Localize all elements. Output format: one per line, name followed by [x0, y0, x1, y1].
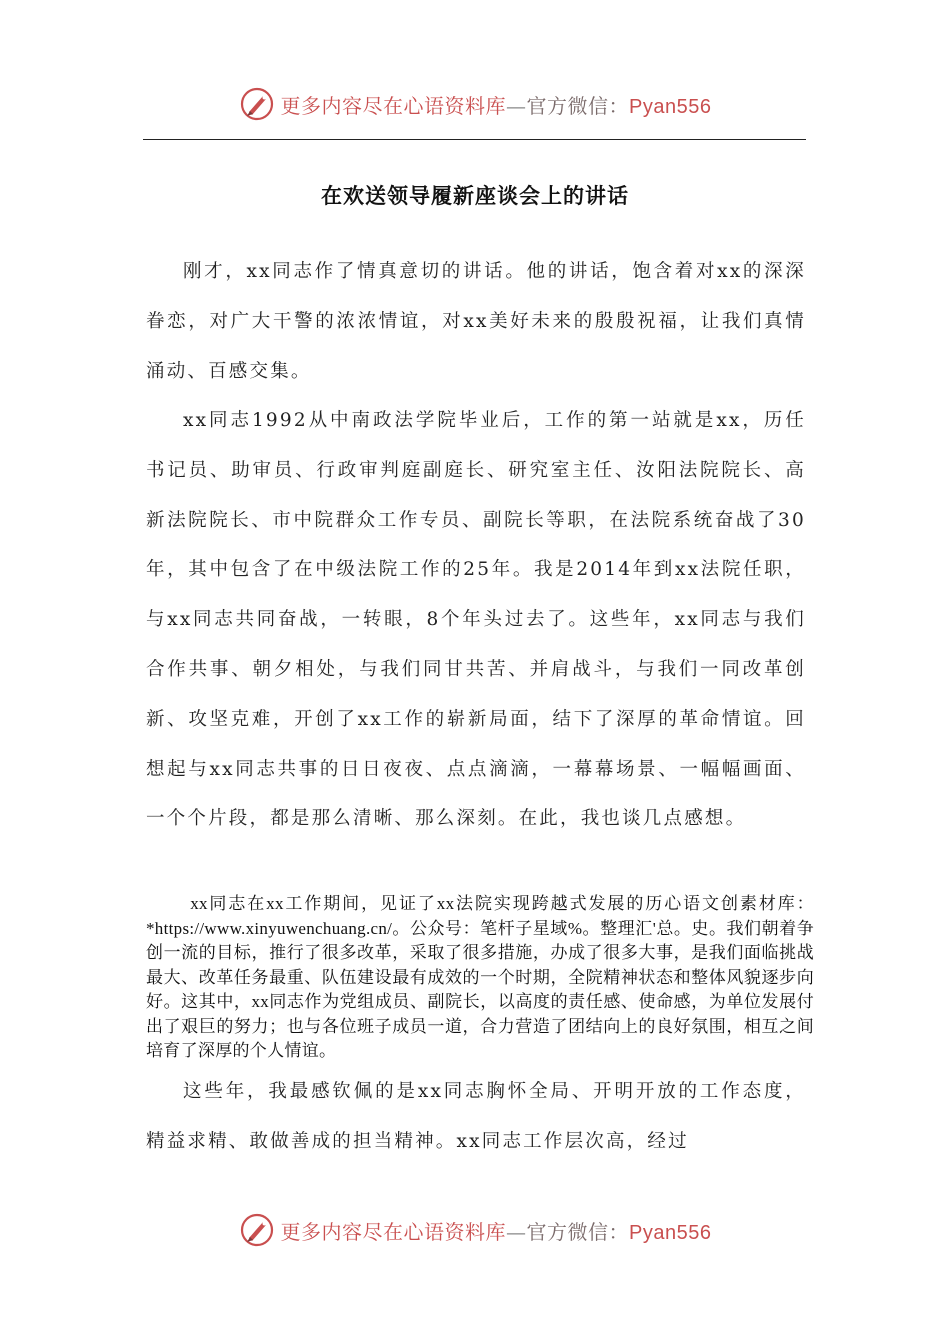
document-title: 在欢送领导履新座谈会上的讲话 [321, 183, 629, 208]
paragraph-3: xx同志在xx工作期间，见证了xx法院实现跨越式发展的历心语文创素材库：*https://www.xinyuwenchuang.cn/。公众号：笔杆子星域%。整理汇'总。史。我们朝着争创一流的目标，推行了很多改革，采取了很多措施，办成了很多大事，是我们面临挑战最大、改革任务最重、队伍建设最有成效的一个时期，全院精神状态和整体风貌逐步向好。这其中，xx同志作为党组成员、副院长，以高度的责任感、使命感，为单位发展付出了艰巨的努力；也与各位班子成员一道，合力营造了团结向上的良好氛围，相互之间培育了深厚的个人情谊。 [146, 894, 814, 1060]
watermark-text [281, 90, 712, 119]
watermark-dash: — [506, 93, 527, 118]
footer-watermark-banner [0, 1210, 950, 1250]
watermark-wechat-id: Pyan556 [629, 95, 712, 118]
watermark-site-text: 更多内容尽在心语资料库 [280, 1219, 507, 1244]
watermark-dash: — [506, 1219, 527, 1244]
paragraph-1: 刚才，xx同志作了情真意切的讲话。他的讲话，饱含着对xx的深深眷恋，对广大干警的浓浓情谊，对xx美好未来的殷殷祝福，让我们真情涌动、百感交集。 [146, 261, 806, 382]
paragraph-2: xx同志1992从中南政法学院毕业后，工作的第一站就是xx，历任书记员、助审员、行政审判庭副庭长、研究室主任、汝阳法院院长、高新法院院长、市中院群众工作专员、副院长等职，在法院系统奋战了30年，其中包含了在中级法院工作的25年。我是2014年到xx法院任职，与xx同志共同奋战，一转眼，8个年头过去了。这些年，xx同志与我们合作共事、朝夕相处，与我们同甘共苦、并肩战斗，与我们一同改革创新、攻坚克难，开创了xx工作的崭新局面，结下了深厚的革命情谊。回想起与xx同志共事的日日夜夜、点点滴滴，一幕幕场景、一幅幅画面、一个个片段，都是那么清晰、那么深刻。在此，我也谈几点感想。 [146, 410, 806, 830]
paragraph-4: 这些年，我最感钦佩的是xx同志胸怀全局、开明开放的工作态度，精益求精、敢做善成的担当精神。xx同志工作层次高，经过 [146, 1081, 806, 1152]
watermark-text [281, 1216, 712, 1245]
pen-logo-icon [239, 1212, 275, 1248]
watermark-wechat-id: Pyan556 [629, 1221, 712, 1244]
pen-logo-icon [239, 86, 275, 122]
watermark-official-text: 官方微信： [526, 1219, 630, 1244]
watermark-official-text: 官方微信： [526, 93, 630, 118]
header-watermark-banner [0, 84, 950, 124]
header-divider [143, 139, 806, 140]
watermark-site-text: 更多内容尽在心语资料库 [280, 93, 507, 118]
